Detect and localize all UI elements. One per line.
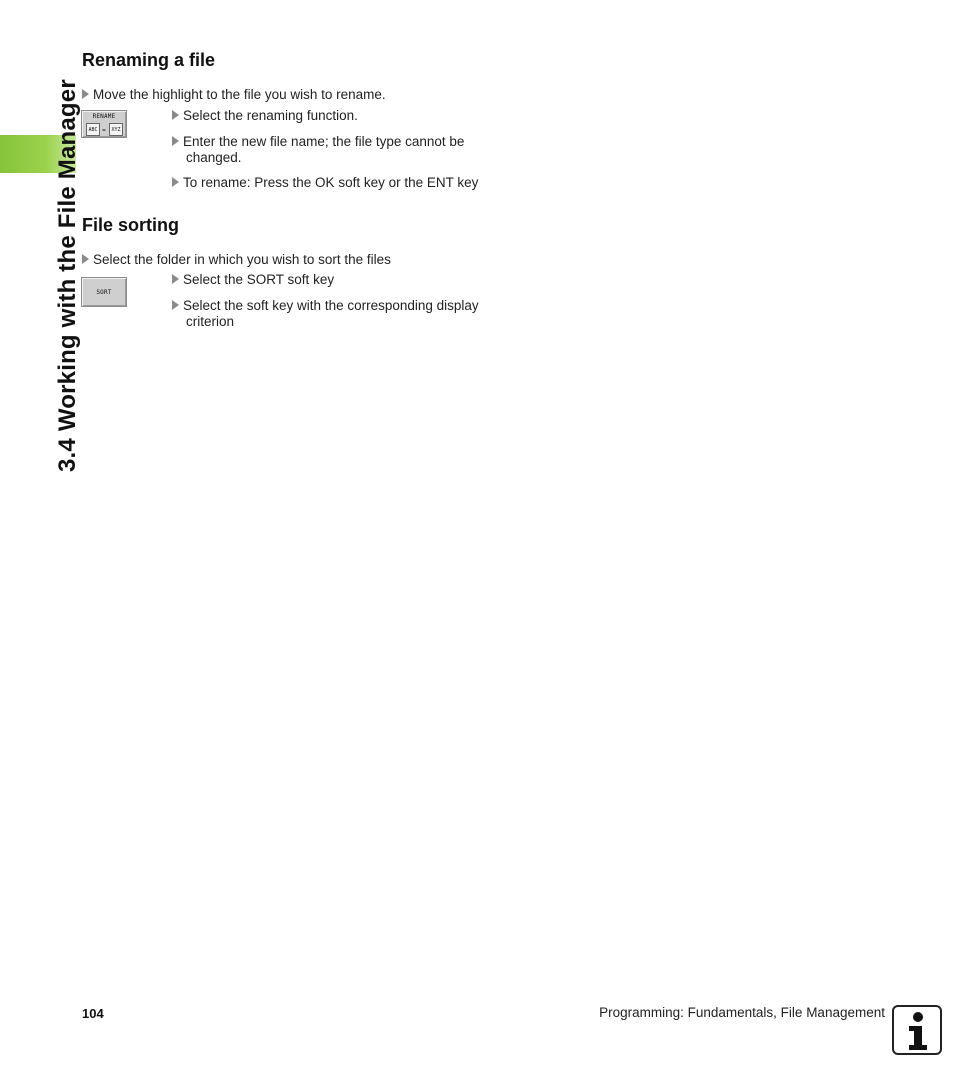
- bullet-arrow-icon: [172, 177, 179, 187]
- section-heading-renaming: Renaming a file: [82, 50, 216, 70]
- rename-softkey-label: RENAME: [92, 113, 116, 120]
- page-number: 104: [82, 1006, 104, 1021]
- chapter-title: 3.4 Working with the File Manager: [54, 79, 81, 472]
- step-select-folder: Select the folder in which you wish to sort the files: [82, 252, 391, 268]
- rename-softkey[interactable]: [81, 110, 127, 138]
- step-move-highlight: Move the highlight to the file you wish to rename.: [82, 87, 386, 103]
- step-enter-name-cont: changed.: [186, 150, 242, 165]
- sort-softkey-label: SORT: [96, 289, 112, 296]
- bullet-arrow-icon: [172, 110, 179, 120]
- bullet-arrow-icon: [172, 274, 179, 284]
- document-icon: XYZ: [109, 123, 123, 136]
- sort-softkey[interactable]: [81, 277, 127, 307]
- bullet-arrow-icon: [172, 136, 179, 146]
- step-select-rename: Select the renaming function.: [172, 108, 358, 124]
- bullet-arrow-icon: [82, 254, 89, 264]
- bullet-arrow-icon: [82, 89, 89, 99]
- step-confirm-rename: To rename: Press the OK soft key or the ENT key: [172, 175, 478, 191]
- document-icon: ABC: [86, 123, 100, 136]
- step-select-criterion-cont: criterion: [186, 314, 235, 329]
- info-icon: [892, 1005, 942, 1055]
- step-enter-name: Enter the new file name; the file type cannot be: [172, 134, 464, 150]
- step-select-criterion: Select the soft key with the corresponding display: [172, 298, 479, 314]
- section-heading-sorting: File sorting: [82, 215, 180, 235]
- footer-title: Programming: Fundamentals, File Management: [599, 1005, 885, 1020]
- arrow-icon: =: [102, 127, 106, 134]
- bullet-arrow-icon: [172, 300, 179, 310]
- step-select-sort: Select the SORT soft key: [172, 272, 334, 288]
